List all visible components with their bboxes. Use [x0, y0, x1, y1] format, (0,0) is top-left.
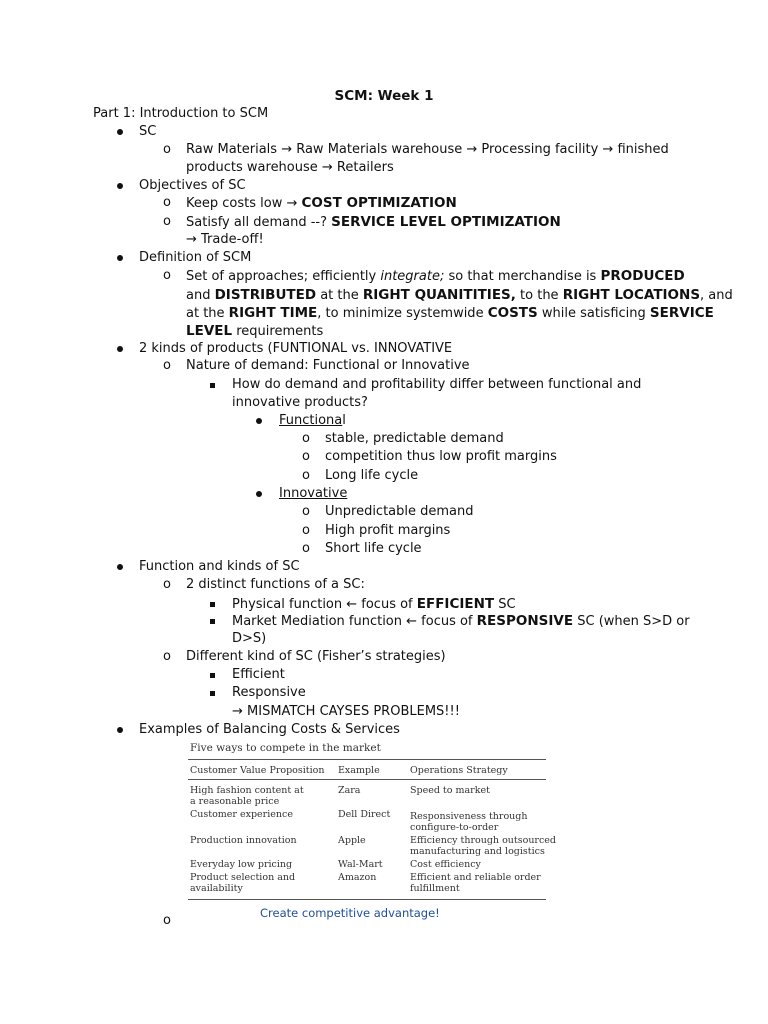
- sub-bullet: o: [163, 358, 171, 373]
- sc-chain-line1: Raw Materials → Raw Materials warehouse → Processing facility → finished: [186, 142, 669, 157]
- fisher-strategies: Different kind of SC (Fisher’s strategies): [186, 649, 446, 664]
- bullet: [256, 412, 262, 430]
- square-bullet: [210, 666, 215, 684]
- table-cell: Product selection and: [190, 872, 296, 883]
- market-mediation-line1: Market Mediation function ← focus of RESPONSIVE SC (when S>D or: [232, 613, 690, 629]
- sub-bullet: o: [163, 268, 171, 283]
- sub-bullet: o: [163, 142, 171, 157]
- item-sc: SC: [139, 124, 157, 139]
- sub-bullet: o: [302, 468, 310, 483]
- item-function-kinds: Function and kinds of SC: [139, 559, 300, 574]
- bullet: [117, 340, 123, 358]
- table-cell: manufacturing and logistics: [410, 846, 545, 857]
- table-cell: availability: [190, 883, 243, 894]
- strategy-efficient: Efficient: [232, 667, 285, 682]
- part-heading: Part 1: Introduction to SCM: [93, 106, 269, 121]
- table-cell: Responsiveness through: [410, 811, 528, 822]
- table-cell: Everyday low pricing: [190, 859, 293, 870]
- innovative-item: High profit margins: [325, 523, 451, 538]
- page-title: SCM: Week 1: [334, 88, 434, 104]
- item-kinds: 2 kinds of products (FUNTIONAL vs. INNOVATIVE: [139, 341, 453, 356]
- sub-bullet: o: [163, 577, 171, 592]
- square-bullet: [210, 376, 215, 394]
- trade-off: → Trade-off!: [186, 232, 264, 247]
- functional-item: stable, predictable demand: [325, 431, 504, 446]
- nature-of-demand: Nature of demand: Functional or Innovative: [186, 358, 470, 373]
- table-cell: Efficiency through outsourced: [410, 835, 556, 846]
- table-rule: [188, 779, 546, 780]
- objective-1: Keep costs low → COST OPTIMIZATION: [186, 195, 457, 211]
- sub-bullet: o: [163, 195, 171, 210]
- mismatch-note: → MISMATCH CAYSES PROBLEMS!!!: [232, 704, 460, 719]
- table-rule: [188, 899, 546, 900]
- table-cell: Cost efficiency: [410, 859, 481, 870]
- square-bullet: [210, 595, 215, 613]
- table-cell: Apple: [338, 835, 366, 846]
- table-cell: High fashion content at: [190, 785, 304, 796]
- definition-line3: at the RIGHT TIME, to minimize systemwide COSTS while satisficing SERVICE: [186, 305, 714, 321]
- objective-2: Satisfy all demand --? SERVICE LEVEL OPTIMIZATION: [186, 214, 561, 230]
- sub-bullet: o: [163, 649, 171, 664]
- table-header: Example: [338, 765, 380, 776]
- bullet: [117, 558, 123, 576]
- table-cell: Wal-Mart: [338, 859, 383, 870]
- table-cell: Production innovation: [190, 835, 297, 846]
- definition-line2: and DISTRIBUTED at the RIGHT QUANITITIES, to the RIGHT LOCATIONS, and: [186, 287, 733, 303]
- question-line1: How do demand and profitability differ between functional and: [232, 377, 642, 392]
- table-cell: fulfillment: [410, 883, 460, 894]
- functional-item: Long life cycle: [325, 468, 419, 483]
- table-footer: Create competitive advantage!: [260, 906, 440, 920]
- market-mediation-line2: D>S): [232, 631, 267, 646]
- sub-bullet: o: [302, 504, 310, 519]
- sub-bullet: o: [302, 523, 310, 538]
- table-header: Customer Value Proposition: [190, 765, 325, 776]
- table-cell: Efficient and reliable order: [410, 872, 541, 883]
- bullet: [117, 123, 123, 141]
- definition-line1: Set of approaches; efficiently integrate; so that merchandise is PRODUCED: [186, 268, 685, 284]
- table-cell: Amazon: [338, 872, 377, 883]
- bullet: [117, 177, 123, 195]
- item-definition: Definition of SCM: [139, 250, 252, 265]
- sub-bullet: o: [163, 913, 171, 928]
- sub-bullet: o: [302, 431, 310, 446]
- table-cell: configure-to-order: [410, 822, 499, 833]
- table-rule: [188, 759, 546, 760]
- sub-bullet: o: [302, 449, 310, 464]
- innovative-heading: Innovative: [279, 486, 348, 501]
- table-cell: Customer experience: [190, 809, 293, 820]
- table-header: Operations Strategy: [410, 765, 508, 776]
- innovative-item: Short life cycle: [325, 541, 422, 556]
- physical-function: Physical function ← focus of EFFICIENT SC: [232, 596, 516, 612]
- bullet: [256, 485, 262, 503]
- item-examples: Examples of Balancing Costs & Services: [139, 722, 400, 737]
- innovative-item: Unpredictable demand: [325, 504, 474, 519]
- definition-line4: LEVEL requirements: [186, 323, 324, 339]
- sub-bullet: o: [302, 541, 310, 556]
- item-objectives: Objectives of SC: [139, 178, 246, 193]
- table-cell: Dell Direct: [338, 809, 391, 820]
- table-cell: Speed to market: [410, 785, 490, 796]
- examples-table-figure: [188, 742, 556, 922]
- question-line2: innovative products?: [232, 395, 368, 410]
- functional-heading: Functional: [279, 413, 346, 428]
- bullet: [117, 249, 123, 267]
- square-bullet: [210, 612, 215, 630]
- table-caption: Five ways to compete in the market: [190, 742, 381, 754]
- table-cell: Zara: [338, 785, 361, 796]
- distinct-functions: 2 distinct functions of a SC:: [186, 577, 365, 592]
- strategy-responsive: Responsive: [232, 685, 306, 700]
- sc-chain-line2: products warehouse → Retailers: [186, 160, 394, 175]
- sub-bullet: o: [163, 214, 171, 229]
- functional-item: competition thus low profit margins: [325, 449, 557, 464]
- square-bullet: [210, 684, 215, 702]
- bullet: [117, 721, 123, 739]
- table-cell: a reasonable price: [190, 796, 280, 807]
